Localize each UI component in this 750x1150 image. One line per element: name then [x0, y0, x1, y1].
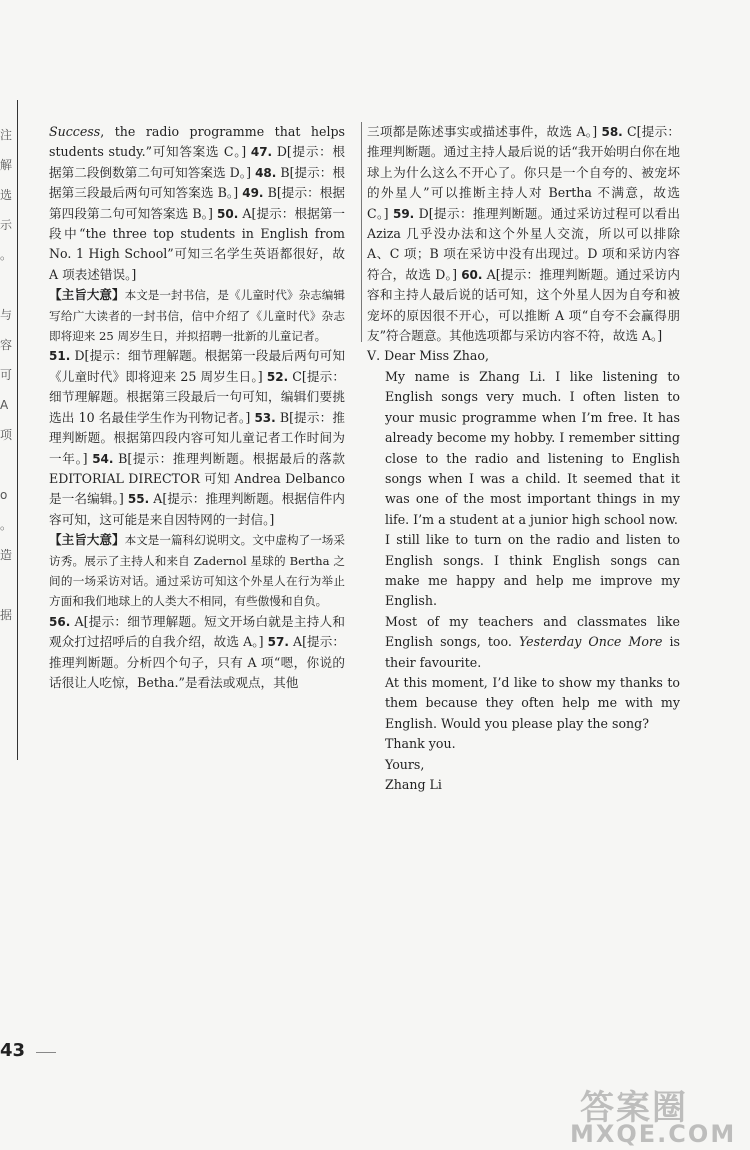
question-number: 53. [254, 410, 276, 425]
question-number: 52. [266, 369, 289, 384]
answer-block-47-50 [49, 122, 345, 285]
question-number: 60. [461, 267, 483, 282]
column-divider [361, 122, 362, 342]
question-number: 50. [217, 206, 239, 221]
question-number: 47. [250, 145, 273, 160]
paragraph-text: Most of my teachers and classmates like English songs, too. [385, 613, 680, 650]
greeting-text: Dear Miss Zhao, [380, 348, 490, 364]
edge-char: 造 [0, 548, 13, 562]
page-number-rule [36, 1052, 56, 1053]
left-column [49, 122, 345, 693]
edge-char: 与 [0, 308, 13, 322]
main-idea-text: 本文是一篇科幻说明文。文中虚构了一场采访秀。展示了主持人和来自 Zadernol 星球的 Bertha 之间的一场采访对话。通过采访可知这个外星人在行为举止方面和我们地球上的人类大不相同，有些傲慢和自负。 [49, 533, 345, 609]
question-number: 56. [49, 614, 71, 629]
letter-body [367, 367, 680, 796]
answer-text: B[提示：根据第三段最后两句可知答案选 B。] [49, 164, 345, 201]
right-column [367, 122, 680, 795]
paragraph-text: is their favourite. [385, 634, 680, 670]
watermark-url: MXQE.COM [570, 1120, 737, 1148]
main-idea-1 [49, 285, 345, 346]
question-number: 59. [392, 206, 415, 221]
left-margin-rule [17, 100, 18, 760]
edge-char [0, 450, 16, 480]
main-idea-text: 本文是一封书信，是《儿童时代》杂志编辑写给广大读者的一封书信，信中介绍了《儿童时代》杂志即将迎来 25 周岁生日，并拟招聘一批新的儿童记者。 [49, 288, 345, 344]
answer-text: A[提示：推理判断题。根据信件内容可知，这可能是来自因特网的一封信。] [49, 491, 345, 527]
answer-text: C[提示：推理判断题。通过主持人最后说的话“我开始明白你在地球上为什么这么不开心了。你只是一个自夸的、被宠坏的外星人”可以推断主持人对 Bertha 不满意，故选 C。] [367, 124, 680, 221]
answer-block-51-55 [49, 346, 345, 530]
answer-block-58-60 [367, 122, 680, 346]
answer-text: , the radio programme that helps students study.”可知答案选 C。] [49, 124, 345, 160]
edge-char [0, 570, 16, 600]
edge-char: o [0, 488, 8, 502]
edge-char: 解 [0, 158, 13, 172]
edge-char: 可 [0, 368, 13, 382]
edge-char: 。 [0, 518, 13, 532]
edge-char: 注 [0, 128, 13, 142]
answer-text: D[提示：根据第二段倒数第二句可知答案选 D。] [49, 144, 345, 180]
letter-paragraph: At this moment, I’d like to show my thanks to them because they often help me with my English. Would you please play the song? [385, 674, 680, 731]
answer-text: B[提示：根据第四段第二句可知答案选 B。] [49, 185, 346, 221]
page-number: 43 [0, 1040, 26, 1061]
edge-char: 。 [0, 248, 13, 262]
main-idea-label: 【主旨大意】 [49, 287, 125, 303]
edge-char: 示 [0, 218, 13, 232]
question-number: 58. [601, 125, 623, 139]
letter-paragraph [385, 612, 680, 673]
question-number: 48. [255, 165, 277, 180]
answer-text: A[提示：推理判断题。通过采访内容和主持人最后说的话可知，这个外星人因为自夸和被宠坏的原因很不开心，可以推断 A 项“自夸不会赢得朋友”符合题意。其他选项都与采访内容不符，故选 A。] [367, 266, 680, 344]
watermark-main: 答案圈 [580, 1088, 688, 1128]
letter-signature: Zhang Li [385, 777, 442, 792]
section-number: Ⅴ. [367, 348, 381, 364]
main-idea-2 [49, 530, 345, 612]
answer-text: A[提示：细节理解题。短文开场白就是主持人和观众打过招呼后的自我介绍，故选 A。] [49, 613, 345, 650]
edge-char: 容 [0, 338, 13, 352]
page-edge-text [0, 120, 16, 630]
edge-char: 选 [0, 188, 13, 202]
answer-text: A[提示：根据第一段中“the three top students in English from No. 1 High School”可知三名学生英语都很好，故 A 项表述错误。] [49, 205, 346, 282]
answer-text: B[提示：推理判断题。根据最后的落款 EDITORIAL DIRECTOR 可知 Andrea Delbanco 是一名编辑。] [49, 450, 345, 507]
question-number: 55. [127, 492, 150, 507]
answer-block-56-57 [49, 612, 345, 694]
edge-char: A [0, 398, 9, 412]
question-number: 51. [49, 349, 71, 364]
letter-paragraph: My name is Zhang Li. I like listening to English songs very much. I often listen to your music programme when I’m free. It has already become my hobby. I remember sitting close to the radio and listening to English songs when I was a child. It seemed that it was one of the most important things in my life. I’m a student at a junior high school now. [385, 368, 680, 527]
letter-closing: Yours, [385, 756, 425, 772]
question-number: 49. [242, 186, 264, 201]
edge-char: 项 [0, 428, 13, 442]
answer-text: C[提示：细节理解题。根据第三段最后一句可知，编辑们要挑选出 10 名最佳学生作为刊物记者。] [49, 368, 345, 425]
answer-text: D[提示：细节理解题。根据第一段最后两句可知《儿童时代》即将迎来 25 周岁生日。] [49, 348, 345, 384]
answer-text: B[提示：推理判断题。根据第四段内容可知儿童记者工作时间为一年。] [49, 409, 345, 466]
letter-thanks: Thank you. [385, 736, 456, 752]
letter-greeting [367, 346, 680, 366]
letter-paragraph: I still like to turn on the radio and listen to English songs. I think English songs can make me happy and help me improve my English. [385, 532, 680, 609]
edge-char: 据 [0, 608, 13, 622]
edge-char [0, 270, 16, 300]
magazine-name: Success [49, 124, 101, 139]
main-idea-label: 【主旨大意】 [49, 532, 125, 548]
watermark-logo [560, 1080, 740, 1150]
answer-text: A[提示：推理判断题。分析四个句子，只有 A 项“嗯，你说的话很让人吃惊，Betha.”是看法或观点，其他 [49, 634, 345, 690]
question-number: 54. [92, 451, 114, 466]
answer-text: 三项都是陈述事实或描述事件，故选 A。] [367, 124, 598, 139]
answer-text: D[提示：推理判断题。通过采访过程可以看出 Aziza 几乎没办法和这个外星人交流，所以可以排除 A、C 项；B 项在采访中没有出现过。D 项和采访内容符合，故选 D。] [367, 205, 681, 282]
question-number: 57. [267, 635, 289, 650]
song-title: Yesterday Once More [518, 634, 663, 650]
